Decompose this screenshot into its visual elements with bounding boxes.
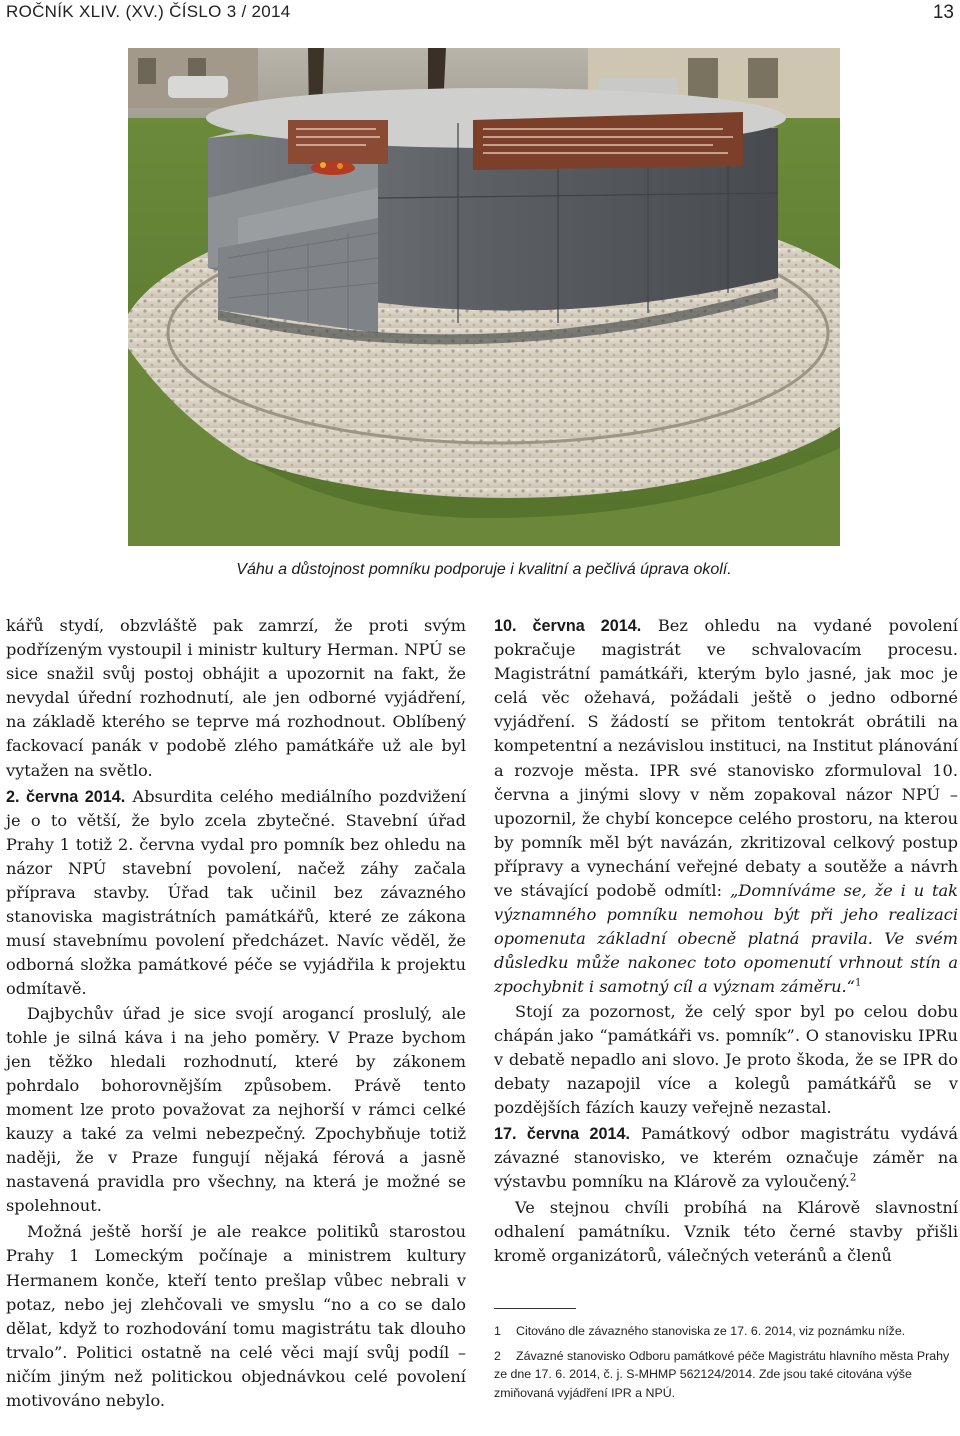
paragraph: Ve stejnou chvíli probíhá na Klárově slavnostní odhalení památníku. Vznik této černé stavby přišli kromě organizátorů, válečných veteránů a členů bbox=[494, 1198, 958, 1266]
footnote bbox=[494, 1347, 958, 1403]
footnotes bbox=[494, 1322, 958, 1408]
column-left bbox=[6, 614, 466, 1413]
date-heading: 10. června 2014. bbox=[494, 617, 642, 635]
paragraph bbox=[494, 614, 958, 1000]
footnote bbox=[494, 1322, 958, 1341]
paragraph: Dajbychův úřad je sice svojí arogancí proslulý, ale tohle je silná káva i na jeho poměry. V Praze bychom jen těžko hledali rozhodnutí, které by zákonem pohrdalo bohorovnějším způsobem. Právě tento moment lze proto považovat za nejhorší v rámci celké kauzy a také za velmi nebezpečný. Zpochybňuje totiž naději, že v Praze fungují nějaká férová a jasně nastavená pravidla pro všechny, na která je možné se spolehnout. bbox=[6, 1003, 466, 1216]
paragraph: Možná ještě horší je ale reakce politiků starostou Prahy 1 Lomeckým počínaje a ministrem kultury Hermanem konče, kteří tento prešlap vůbec nebrali v potaz, nebo jej zlehčovali ve smyslu “no a co se dalo dělat, když to rozhodování tomu magistrátu tak dlouho trvalo”. Politici ostatně na celé věci mají svůj podíl – ničím jiným než politickou objednávkou celé povolení motivováno nebylo. bbox=[6, 1222, 466, 1410]
paragraph-text: Bez ohledu na vydané povolení pokračuje magistrát ve schvalovacím procesu. Magistrátní památkáři, kterým bylo jasné, jak moc je celá věc ožehavá, požádali ještě o jedno odborné vyjádření. S žádostí se přitom tentokrát obrátili na kompetentní a nezávislou instituci, na Institut plánování a rozvoje města. IPR své stanovisko zformuloval 10. června a jinými slovy v něm zopakoval názor NPÚ – upozornil, že chybí koncepce celého prostoru, na kterou by pomník měl být navázán, zkritizoval celkový postup přípravy a vynechání veřejné debaty a soutěže a návrh ve stávající podobě odmítl: bbox=[494, 616, 958, 901]
monument-photo-illustration bbox=[128, 48, 840, 546]
monument-photo bbox=[128, 48, 840, 546]
figure-caption: Váhu a důstojnost pomníku podporuje i kvalitní a pečlivá úprava okolí. bbox=[236, 561, 732, 578]
quotation: „Domníváme se, že i u tak významného pomníku nemohou být při jeho realizaci opomenuta základní obecně platná pravila. Ve svém důsledku může nakonec toto opomenutí vrhnout stín a zpochybnit i samotný cíl a význam záměru.“ bbox=[494, 881, 958, 997]
page-number: 13 bbox=[932, 2, 954, 23]
paragraph bbox=[494, 1122, 958, 1194]
footnote-text: Citováno dle závazného stanoviska ze 17. 6. 2014, viz poznámku níže. bbox=[516, 1324, 906, 1338]
issue-label: ROČNÍK XLIV. (XV.) ČÍSLO 3 / 2014 bbox=[6, 2, 291, 21]
paragraph: kářů stydí, obzvláště pak zamrzí, že proti svým podřízeným vystoupil i ministr kultury Herman. NPÚ se sice snažil svůj postoj obhájit a upozornit na fakt, že nevydal úřední rozhodnutí, ale jen odborné vyjádření, na základě kterého se teprve má rozhodnout. Oblíbený fackovací panák v podobě zlého památkáře už ale byl vytažen na světlo. bbox=[6, 616, 466, 780]
running-header bbox=[6, 2, 954, 24]
footnote-ref[interactable]: 1 bbox=[854, 978, 862, 990]
paragraph-text: Památkový odbor magistrátu vydává závazné stanovisko, ve kterém označuje záměr na výstavbu pomníku na Klárově za vyloučený. bbox=[494, 1123, 958, 1192]
date-heading: 2. června 2014. bbox=[6, 787, 126, 806]
footnote-ref[interactable]: 2 bbox=[849, 1172, 857, 1184]
footnote-number: 1 bbox=[494, 1324, 501, 1338]
paragraph-text: Absurdita celého mediálního pozdvižení je o to větší, že bylo zcela zbytečné. Stavební úřad Prahy 1 totiž 2. června vydal pro pomník bez ohledu na názor NPÚ stavební povolení, načež záhy začala příprava stavby. Úřad tak učinil bez závazného stanoviska magistrátních památkářů, které ze zákona musí stavebnímu povolení předcházet. Navíc věděl, že odborná složka památkové péče se vyjádřila k projektu odmítavě. bbox=[6, 786, 466, 999]
paragraph: Stojí za pozornost, že celý spor byl po celou dobu chápán jako “památkáři vs. pomník”. O stanovisku IPRu v debatě nepadlo ani slovo. Je proto škoda, že se IPR do debaty nazapojil více a kolegů památkářů se v pozdějších fázích kauzy veřejně nezastal. bbox=[494, 1001, 958, 1117]
column-right bbox=[494, 614, 958, 1269]
footnote-text: Závazné stanovisko Odboru památkové péče Magistrátu hlavního města Prahy ze dne 17. 6. 2014, č. j. S-MHMP 562124/2014. Zde jsou také citována výše zmiňovaná vyjádření IPR a NPÚ. bbox=[494, 1348, 950, 1400]
footnote-number: 2 bbox=[494, 1348, 501, 1363]
date-heading: 17. června 2014. bbox=[494, 1124, 630, 1143]
footnote-divider bbox=[494, 1308, 576, 1309]
paragraph bbox=[6, 785, 466, 1002]
